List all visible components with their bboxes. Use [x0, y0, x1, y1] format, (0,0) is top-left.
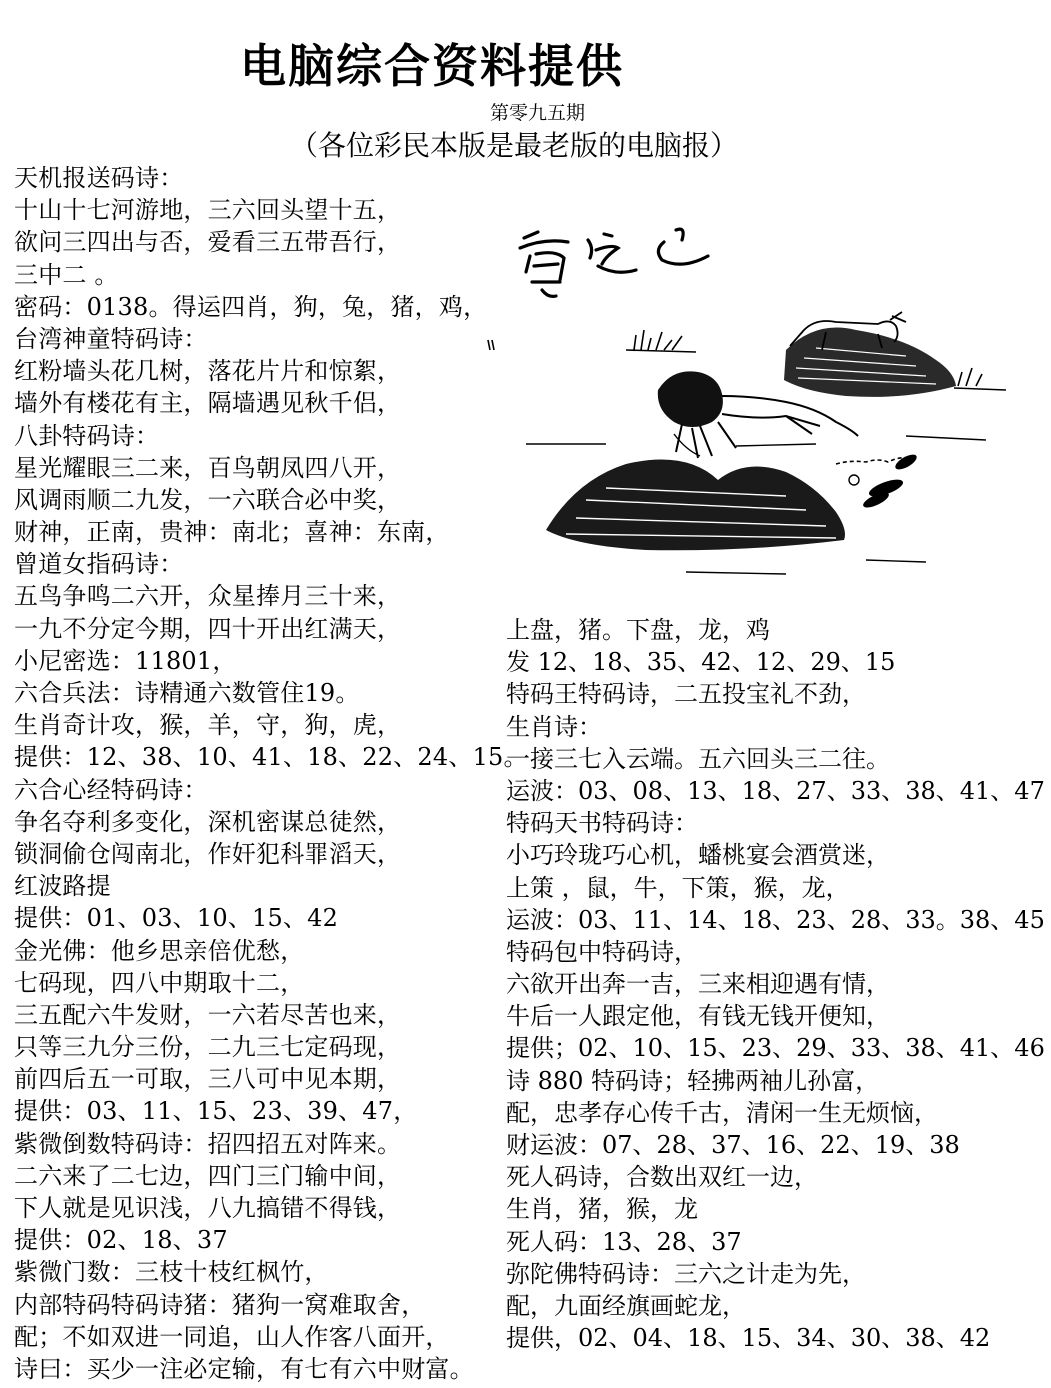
small-stones [836, 452, 919, 511]
text-line: 提供；02、10、15、23、29、33、38、41、46 [506, 1034, 1045, 1063]
text-line: 配，忠孝存心传千古，清闲一生无烦恼， [506, 1098, 938, 1127]
upper-rock [784, 328, 956, 397]
text-line: 前四后五一可取，三八可中见本期， [14, 1065, 402, 1094]
text-line: 红粉墙头花几树，落花片片和惊絮， [14, 357, 402, 386]
text-line: 六欲开出奔一吉，三来相迎遇有情， [506, 970, 890, 999]
text-line: 六合心经特码诗： [14, 775, 208, 804]
text-line: 特码包中特码诗， [506, 937, 698, 966]
page-title: 电脑综合资料提供 [240, 39, 624, 93]
text-line: 天机报送码诗： [14, 164, 184, 192]
text-line: 三中二 。 [14, 260, 119, 289]
text-line: 内部特码特码诗猪：猪狗一窝难取舍， [14, 1290, 426, 1319]
text-line: 配，九面经旗画蛇龙， [506, 1291, 746, 1320]
text-line: 一九不分定今期，四十开出红满天， [14, 614, 402, 643]
text-line: 特码王特码诗，二五投宝礼不劲， [506, 680, 866, 709]
text-line: 锁洞偷仓闯南北，作奸犯科罪滔天， [14, 839, 402, 868]
text-line: 死人码诗，合数出双红一边， [506, 1163, 818, 1192]
left-text-column [14, 162, 528, 1385]
text-line: 死人码：13、28、37 [506, 1227, 742, 1256]
text-line: 五鸟争鸣二六开，众星捧月三十来， [14, 582, 402, 611]
text-line: 只等三九分三份，二九三七定码现， [14, 1033, 402, 1062]
text-line: 诗 880 特码诗；轻拂两袖儿孙富， [506, 1066, 880, 1095]
text-line: 台湾神童特码诗： [14, 324, 208, 353]
text-line: 诗曰：买少一注必定输，有七有六中财富。 [14, 1354, 474, 1383]
right-text-column [506, 614, 1046, 1354]
text-line: 墙外有楼花有主，隔墙遇见秋千侣， [14, 389, 402, 418]
text-line: 运波：03、11、14、18、23、28、33。38、45 [506, 905, 1045, 934]
text-line: 十山十七河游地，三六回头望十五， [14, 196, 402, 225]
text-line: 曾道女指码诗： [14, 550, 184, 579]
text-line: 特码天书特码诗： [506, 809, 698, 838]
lower-rock [546, 460, 845, 551]
page-subtitle: （各位彩民本版是最老版的电脑报） [290, 129, 739, 162]
text-line: 红波路提 [14, 872, 111, 901]
text-line: 生肖奇计攻，猴，羊，守，狗，虎， [14, 711, 402, 740]
text-line: 争名夺利多变化，深机密谋总徒然， [14, 807, 402, 836]
text-line: 提供：01、03、10、15、42 [14, 904, 339, 933]
text-line: 小尼密选：11801， [14, 646, 237, 675]
text-line: 三五配六牛发财，一六若尽苦也来， [14, 1000, 402, 1029]
text-line: 星光耀眼三二来，百鸟朝凤四八开， [14, 453, 402, 482]
issue-number: 第零九五期 [490, 102, 586, 124]
text-line: 提供：12、38、10、41、18、22、24、15。 [14, 743, 528, 772]
text-line: 小巧玲珑巧心机，蟠桃宴会酒赏迷， [506, 841, 890, 870]
text-line: 八卦特码诗： [14, 421, 160, 450]
ink-illustration [486, 200, 1026, 600]
text-line: 欲问三四出与否，爱看三五带吾行， [14, 228, 402, 257]
text-line: 牛后一人跟定他，有钱无钱开便知， [506, 1002, 890, 1031]
text-line: 财运波：07、28、37、16、22、19、38 [506, 1131, 960, 1159]
text-line: 提供，02、04、18、15、34、30、38、42 [506, 1324, 991, 1353]
text-line: 下人就是见识浅，八九搞错不得钱， [14, 1194, 402, 1222]
text-line: 上盘，猪。下盘，龙，鸡 [506, 616, 770, 644]
text-line: 一接三七入云端。五六回头三二往。 [506, 744, 890, 773]
text-line: 紫微门数：三枝十枝红枫竹， [14, 1258, 329, 1287]
text-line: 风调雨顺二九发，一六联合必中奖， [14, 485, 402, 514]
text-line: 六合兵法：诗精通六数管住19。 [14, 679, 360, 707]
signature [520, 229, 708, 296]
text-line: 弥陀佛特码诗：三六之计走为先， [506, 1259, 866, 1288]
text-line: 紫微倒数特码诗：招四招五对阵来。 [14, 1129, 402, 1158]
text-line: 金光佛：他乡思亲倍优愁， [14, 936, 305, 965]
text-line: 提供：03、11、15、23、39、47， [14, 1097, 418, 1126]
text-line: 生肖，猪，猴，龙 [506, 1195, 698, 1224]
text-line: 发 12、18、35、42、12、29、15 [506, 648, 896, 677]
text-line: 二六来了二七边，四门三门输中间， [14, 1161, 402, 1190]
text-line: 财神，正南，贵神：南北；喜神：东南， [14, 518, 450, 547]
text-line: 上策 ，鼠，牛，下策，猴，龙， [506, 873, 850, 902]
text-line: 密码：0138。得运四肖，狗，兔，猪，鸡， [14, 292, 488, 321]
text-line: 配；不如双进一同追，山人作客八面开， [14, 1322, 450, 1351]
text-line: 七码现，四八中期取十二， [14, 968, 305, 997]
text-line: 运波：03、08、13、18、27、33、38、41、47 [506, 776, 1045, 805]
text-line: 提供：02、18、37 [14, 1226, 228, 1255]
text-line: 生肖诗： [506, 712, 602, 741]
